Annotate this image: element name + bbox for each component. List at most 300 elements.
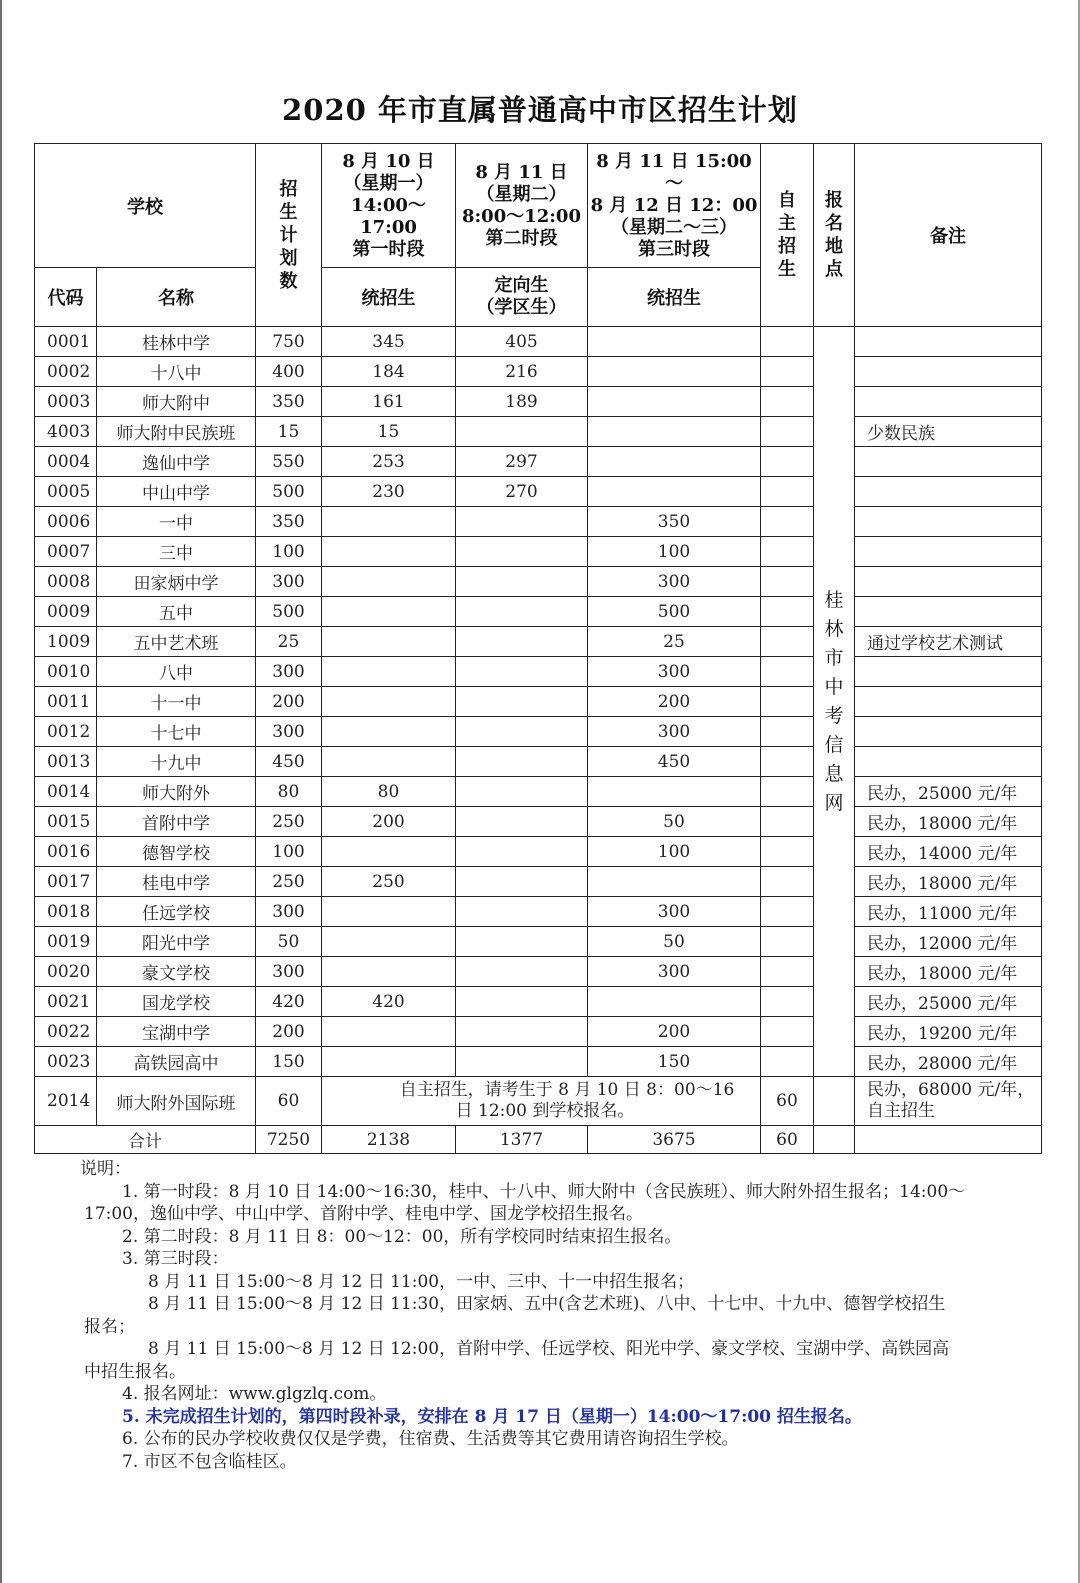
cell-note — [855, 447, 1042, 477]
period2-header-line: 8 月 11 日 — [475, 161, 568, 183]
table-row — [35, 537, 1042, 567]
cell-name: 阳光中学 — [97, 927, 256, 957]
cell-period1: 250 — [322, 867, 456, 897]
cell-self — [761, 627, 814, 657]
total-self: 60 — [761, 1126, 814, 1154]
self-header-line: 主 — [778, 213, 796, 234]
table-row — [35, 477, 1042, 507]
total-p2: 1377 — [456, 1126, 588, 1154]
cell-period3: 100 — [588, 537, 761, 567]
cell-self — [761, 537, 814, 567]
note-3b-1: 8 月 11 日 15:00～8 月 12 日 11:30，田家炳、五中(含艺术班)、八中、十七中、十九中、德智学校招生 — [148, 1294, 946, 1314]
cell-period2 — [456, 747, 588, 777]
cell-period2 — [456, 597, 588, 627]
cell-name: 国龙学校 — [97, 987, 256, 1017]
cell-note: 民办，68000 元/年， 自主招生 — [855, 1077, 1042, 1126]
cell-period3: 50 — [588, 807, 761, 837]
cell-period3 — [588, 327, 761, 357]
cell-note — [855, 357, 1042, 387]
cell-code: 0020 — [35, 957, 97, 987]
table-row — [35, 417, 1042, 447]
cell-code: 0016 — [35, 837, 97, 867]
cell-note: 通过学校艺术测试 — [855, 627, 1042, 657]
table-row — [35, 1047, 1042, 1077]
note-1b: 17:00，逸仙中学、中山中学、首附中学、桂电中学、国龙学校招生报名。 — [84, 1204, 643, 1224]
cell-plan: 100 — [256, 837, 322, 867]
cell-period3: 300 — [588, 897, 761, 927]
cell-name: 师大附外国际班 — [97, 1077, 256, 1126]
table-row — [35, 927, 1042, 957]
cell-note: 民办，25000 元/年 — [855, 777, 1042, 807]
cell-period2 — [456, 777, 588, 807]
cell-period1 — [322, 747, 456, 777]
total-plan: 7250 — [256, 1126, 322, 1154]
cell-code: 0021 — [35, 987, 97, 1017]
cell-period3: 300 — [588, 957, 761, 987]
venue-char: 息 — [824, 762, 844, 785]
cell-period2 — [456, 867, 588, 897]
cell-code: 2014 — [35, 1077, 97, 1126]
cell-name: 十七中 — [97, 717, 256, 747]
cell-name: 三中 — [97, 537, 256, 567]
plan-header-line: 计 — [279, 224, 298, 246]
cell-self — [761, 507, 814, 537]
plan-header-line: 划 — [279, 247, 298, 269]
venue-char: 考 — [824, 704, 844, 727]
cell-period3: 50 — [588, 927, 761, 957]
cell-note: 民办，18000 元/年 — [855, 957, 1042, 987]
cell-code: 0002 — [35, 357, 97, 387]
cell-period1: 230 — [322, 477, 456, 507]
table-row — [35, 357, 1042, 387]
note-3b-2: 报名； — [84, 1316, 135, 1337]
cell-name: 首附中学 — [97, 807, 256, 837]
note-7: 7. 市区不包含临桂区。 — [122, 1451, 297, 1472]
period3-header-line: 8 月 11 日 15:00～ — [596, 150, 752, 194]
cell-note: 民办，12000 元/年 — [855, 927, 1042, 957]
cell-note: 民办，28000 元/年 — [855, 1047, 1042, 1077]
self-header-line: 生 — [778, 259, 796, 280]
cell-name: 五中艺术班 — [97, 627, 256, 657]
cell-period3: 450 — [588, 747, 761, 777]
note-5: 5. 未完成招生计划的，第四时段补录，安排在 8 月 17 日（星期一）14:00～17:00 招生报名。 — [122, 1406, 862, 1427]
cell-code: 0023 — [35, 1047, 97, 1077]
cell-name: 中山中学 — [97, 477, 256, 507]
cell-plan: 550 — [256, 447, 322, 477]
cell-plan: 300 — [256, 897, 322, 927]
cell-period2 — [456, 687, 588, 717]
cell-plan: 500 — [256, 477, 322, 507]
cell-name: 宝湖中学 — [97, 1017, 256, 1047]
cell-note — [855, 567, 1042, 597]
cell-plan: 400 — [256, 357, 322, 387]
table-row — [35, 987, 1042, 1017]
cell-name: 逸仙中学 — [97, 447, 256, 477]
cell-code: 0003 — [35, 387, 97, 417]
cell-plan: 500 — [256, 597, 322, 627]
cell-period1: 15 — [322, 417, 456, 447]
cell-period2 — [456, 927, 588, 957]
cell-period1 — [322, 537, 456, 567]
header-directed: 定向生 （学区生） — [456, 268, 588, 327]
cell-plan: 250 — [256, 867, 322, 897]
cell-code: 0011 — [35, 687, 97, 717]
cell-period3: 350 — [588, 507, 761, 537]
cell-plan: 350 — [256, 387, 322, 417]
header-remarks: 备注 — [855, 144, 1042, 327]
cell-code: 0013 — [35, 747, 97, 777]
cell-self — [761, 447, 814, 477]
table-row — [35, 807, 1042, 837]
cell-period2 — [456, 567, 588, 597]
total-p3: 3675 — [588, 1126, 761, 1154]
total-place-empty — [814, 1126, 855, 1154]
cell-period2 — [456, 957, 588, 987]
header-code: 代码 — [35, 268, 97, 327]
period2-header-line: 第二时段 — [485, 227, 558, 249]
cell-code: 0001 — [35, 327, 97, 357]
table-row — [35, 957, 1042, 987]
cell-note — [855, 327, 1042, 357]
cell-code: 0017 — [35, 867, 97, 897]
cell-note: 民办，25000 元/年 — [855, 987, 1042, 1017]
cell-period2 — [456, 507, 588, 537]
cell-period1: 184 — [322, 357, 456, 387]
period3-header-line: 8 月 12 日 12：00 — [590, 194, 758, 216]
cell-period1: 200 — [322, 807, 456, 837]
cell-self — [761, 417, 814, 447]
cell-self — [761, 927, 814, 957]
cell-code: 0010 — [35, 657, 97, 687]
cell-name: 任远学校 — [97, 897, 256, 927]
intl-class-row — [35, 1077, 1042, 1126]
table-row — [35, 627, 1042, 657]
table-row — [35, 717, 1042, 747]
cell-self — [761, 327, 814, 357]
cell-plan: 300 — [256, 657, 322, 687]
cell-period1: 345 — [322, 327, 456, 357]
cell-period2: 297 — [456, 447, 588, 477]
venue-char: 信 — [824, 733, 844, 756]
cell-period3 — [588, 417, 761, 447]
cell-name: 十一中 — [97, 687, 256, 717]
cell-code: 0022 — [35, 1017, 97, 1047]
table-row — [35, 777, 1042, 807]
cell-period1 — [322, 657, 456, 687]
header-name: 名称 — [97, 268, 256, 327]
cell-note: 少数民族 — [855, 417, 1042, 447]
cell-name: 桂林中学 — [97, 327, 256, 357]
cell-period2: 270 — [456, 477, 588, 507]
cell-period1 — [322, 837, 456, 867]
cell-code: 0015 — [35, 807, 97, 837]
cell-period2 — [456, 657, 588, 687]
cell-place-empty — [814, 1077, 855, 1126]
cell-period1 — [322, 567, 456, 597]
cell-self — [761, 717, 814, 747]
table-row — [35, 747, 1042, 777]
cell-period1 — [322, 927, 456, 957]
notes-heading: 说明： — [80, 1159, 131, 1179]
header-registration-place — [814, 144, 855, 327]
cell-code: 0004 — [35, 447, 97, 477]
total-label: 合计 — [35, 1126, 256, 1154]
cell-name: 十九中 — [97, 747, 256, 777]
total-note-empty — [855, 1126, 1042, 1154]
cell-note: 民办，19200 元/年 — [855, 1017, 1042, 1047]
place-header-line: 报 — [825, 190, 843, 211]
note-3: 3. 第三时段： — [122, 1249, 229, 1269]
note-3c-2: 中招生报名。 — [84, 1361, 186, 1382]
cell-period2 — [456, 1047, 588, 1077]
cell-code: 0012 — [35, 717, 97, 747]
cell-period3: 500 — [588, 597, 761, 627]
cell-period2 — [456, 627, 588, 657]
place-header-line: 点 — [825, 259, 843, 280]
period3-header-line: （星期二～三） — [611, 216, 737, 238]
cell-self — [761, 1047, 814, 1077]
cell-period3: 200 — [588, 1017, 761, 1047]
note-2: 2. 第二时段：8 月 11 日 8：00～12：00，所有学校同时结束招生报名。 — [122, 1226, 682, 1247]
table-row — [35, 597, 1042, 627]
cell-note — [855, 687, 1042, 717]
cell-name: 五中 — [97, 597, 256, 627]
page-title: 2020 年市直属普通高中市区招生计划 — [282, 93, 798, 127]
cell-period3: 300 — [588, 567, 761, 597]
cell-period1 — [322, 717, 456, 747]
cell-self — [761, 567, 814, 597]
enrollment-plan-table — [34, 143, 1042, 1154]
cell-self — [761, 657, 814, 687]
cell-period1: 80 — [322, 777, 456, 807]
cell-period3 — [588, 867, 761, 897]
notes-section — [80, 1158, 1034, 1473]
cell-period1: 161 — [322, 387, 456, 417]
cell-period2 — [456, 417, 588, 447]
cell-period1 — [322, 687, 456, 717]
cell-self-enrollment-note: 自主招生，请考生于 8 月 10 日 8：00～16 日 12:00 到学校报名。 — [322, 1077, 761, 1126]
cell-period1 — [322, 597, 456, 627]
cell-self — [761, 777, 814, 807]
cell-code: 0005 — [35, 477, 97, 507]
note-1a: 1. 第一时段：8 月 10 日 14:00～16:30，桂中、十八中、师大附中（含民族班）、师大附外招生报名；14:00～ — [122, 1181, 966, 1202]
plan-header-line: 生 — [279, 201, 298, 223]
cell-period3: 25 — [588, 627, 761, 657]
cell-name: 豪文学校 — [97, 957, 256, 987]
period1-header-line: 17:00 — [360, 216, 417, 238]
note-3c-1: 8 月 11 日 15:00～8 月 12 日 12:00，首附中学、任远学校、阳光中学、豪文学校、宝湖中学、高铁园高 — [148, 1339, 950, 1359]
cell-period1 — [322, 897, 456, 927]
cell-period3 — [588, 777, 761, 807]
period1-header-line: 第一时段 — [352, 238, 425, 260]
place-header-line: 地 — [825, 236, 843, 257]
cell-name: 师大附外 — [97, 777, 256, 807]
cell-period3: 200 — [588, 687, 761, 717]
header-unified-1: 统招生 — [322, 268, 456, 327]
cell-code: 0007 — [35, 537, 97, 567]
cell-period2: 405 — [456, 327, 588, 357]
header-period-3 — [588, 144, 761, 268]
cell-self — [761, 597, 814, 627]
cell-period1 — [322, 957, 456, 987]
cell-self — [761, 987, 814, 1017]
cell-code: 0006 — [35, 507, 97, 537]
period2-header-line: 8:00～12:00 — [462, 205, 581, 227]
cell-plan: 100 — [256, 537, 322, 567]
cell-plan: 80 — [256, 777, 322, 807]
cell-note — [855, 507, 1042, 537]
cell-self: 60 — [761, 1077, 814, 1126]
cell-period3 — [588, 987, 761, 1017]
venue-char: 中 — [824, 675, 844, 698]
note-3a: 8 月 11 日 15:00～8 月 12 日 11:00，一中、三中、十一中招生报名； — [148, 1271, 695, 1292]
cell-period2 — [456, 987, 588, 1017]
cell-self — [761, 687, 814, 717]
cell-self — [761, 387, 814, 417]
cell-period2 — [456, 1017, 588, 1047]
cell-period3 — [588, 387, 761, 417]
header-plan-count — [256, 144, 322, 327]
cell-period3: 150 — [588, 1047, 761, 1077]
cell-note: 民办，14000 元/年 — [855, 837, 1042, 867]
cell-name: 一中 — [97, 507, 256, 537]
cell-code: 4003 — [35, 417, 97, 447]
venue-char: 网 — [824, 791, 844, 814]
cell-self — [761, 897, 814, 927]
cell-plan: 200 — [256, 687, 322, 717]
cell-period3: 100 — [588, 837, 761, 867]
table-row — [35, 567, 1042, 597]
cell-self — [761, 867, 814, 897]
cell-plan: 60 — [256, 1077, 322, 1126]
table-row — [35, 387, 1042, 417]
period2-header-line: （星期二） — [476, 183, 567, 205]
cell-period2 — [456, 807, 588, 837]
cell-code: 0009 — [35, 597, 97, 627]
cell-name: 桂电中学 — [97, 867, 256, 897]
cell-note — [855, 537, 1042, 567]
cell-name: 师大附中 — [97, 387, 256, 417]
cell-plan: 350 — [256, 507, 322, 537]
cell-note — [855, 657, 1042, 687]
cell-self — [761, 837, 814, 867]
cell-self — [761, 747, 814, 777]
cell-self — [761, 357, 814, 387]
cell-plan: 200 — [256, 1017, 322, 1047]
cell-plan: 15 — [256, 417, 322, 447]
cell-period1: 253 — [322, 447, 456, 477]
cell-period1 — [322, 627, 456, 657]
cell-plan: 250 — [256, 807, 322, 837]
period3-header-line: 第三时段 — [638, 238, 710, 260]
cell-plan: 25 — [256, 627, 322, 657]
cell-self — [761, 957, 814, 987]
table-row — [35, 1017, 1042, 1047]
cell-self — [761, 807, 814, 837]
cell-note — [855, 717, 1042, 747]
cell-name: 十八中 — [97, 357, 256, 387]
cell-plan: 300 — [256, 717, 322, 747]
cell-plan: 420 — [256, 987, 322, 1017]
cell-code: 1009 — [35, 627, 97, 657]
cell-self — [761, 1017, 814, 1047]
cell-code: 0014 — [35, 777, 97, 807]
table-row — [35, 447, 1042, 477]
cell-period2 — [456, 717, 588, 747]
cell-note: 民办，11000 元/年 — [855, 897, 1042, 927]
cell-name: 八中 — [97, 657, 256, 687]
table-row — [35, 867, 1042, 897]
note-4: 4. 报名网址：www.glgzlq.com。 — [122, 1384, 387, 1404]
cell-note — [855, 387, 1042, 417]
table-row — [35, 507, 1042, 537]
period1-header-line: 8 月 10 日 — [342, 150, 435, 172]
cell-period1 — [322, 1017, 456, 1047]
cell-name: 师大附中民族班 — [97, 417, 256, 447]
cell-period1 — [322, 1047, 456, 1077]
cell-period2 — [456, 537, 588, 567]
place-header-line: 名 — [825, 213, 843, 234]
venue-char: 林 — [824, 617, 844, 640]
header-period-1 — [322, 144, 456, 268]
table-row — [35, 327, 1042, 357]
cell-period3 — [588, 447, 761, 477]
note-6: 6. 公布的民办学校收费仅仅是学费，住宿费、生活费等其它费用请咨询招生学校。 — [122, 1429, 739, 1449]
cell-plan: 750 — [256, 327, 322, 357]
period1-header-line: （星期一） — [343, 172, 434, 194]
table-row — [35, 897, 1042, 927]
cell-note: 民办，18000 元/年 — [855, 867, 1042, 897]
cell-code: 0008 — [35, 567, 97, 597]
header-unified-3: 统招生 — [588, 268, 761, 327]
cell-note — [855, 477, 1042, 507]
plan-header-line: 数 — [279, 270, 298, 292]
cell-period2: 189 — [456, 387, 588, 417]
cell-period2 — [456, 897, 588, 927]
header-self-enrollment — [761, 144, 814, 327]
cell-note: 民办，18000 元/年 — [855, 807, 1042, 837]
venue-char: 市 — [824, 646, 844, 669]
cell-note — [855, 597, 1042, 627]
cell-period1: 420 — [322, 987, 456, 1017]
cell-plan: 300 — [256, 567, 322, 597]
table-row — [35, 837, 1042, 867]
cell-self — [761, 477, 814, 507]
cell-period3 — [588, 357, 761, 387]
page-left-border — [0, 0, 2, 1583]
cell-period1 — [322, 507, 456, 537]
cell-plan: 300 — [256, 957, 322, 987]
cell-code: 0018 — [35, 897, 97, 927]
venue-char: 桂 — [824, 588, 844, 611]
cell-name: 高铁园高中 — [97, 1047, 256, 1077]
table-row — [35, 687, 1042, 717]
cell-period3 — [588, 477, 761, 507]
cell-code: 0019 — [35, 927, 97, 957]
self-header-line: 自 — [778, 190, 796, 211]
period1-header-line: 14:00～ — [351, 194, 426, 216]
cell-period3: 300 — [588, 657, 761, 687]
header-period-2 — [456, 144, 588, 268]
table-row — [35, 657, 1042, 687]
cell-plan: 450 — [256, 747, 322, 777]
header-school: 学校 — [35, 144, 256, 268]
cell-plan: 50 — [256, 927, 322, 957]
cell-name: 田家炳中学 — [97, 567, 256, 597]
total-row — [35, 1126, 1042, 1154]
cell-period2 — [456, 837, 588, 867]
cell-plan: 150 — [256, 1047, 322, 1077]
